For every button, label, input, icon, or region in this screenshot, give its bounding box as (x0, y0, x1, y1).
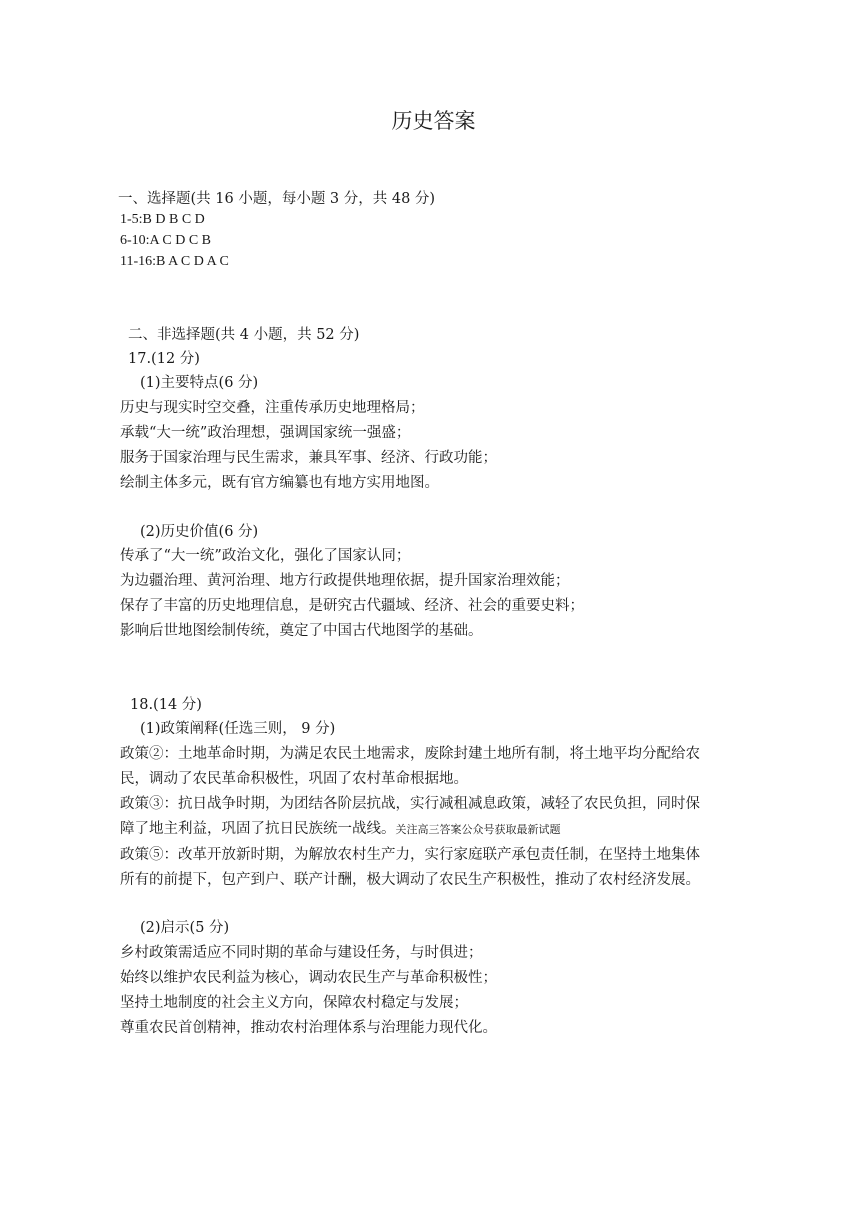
answer-row-2: 6-10:A C D C B (120, 233, 212, 248)
q17-part1-line: 服务于国家治理与民生需求，兼具军事、经济、行政功能； (120, 450, 497, 466)
q18-part2-heading: (2)启示(5 分) (140, 920, 230, 936)
q17-part1-heading: (1)主要特点(6 分) (140, 375, 259, 391)
q17-part2-heading: (2)历史价值(6 分) (140, 524, 259, 540)
q18-part1-line: 民，调动了农民革命积极性，巩固了农村革命根据地。 (120, 771, 468, 787)
section2-heading: 二、非选择题(共 4 小题，共 52 分) (128, 327, 360, 343)
section1-heading: 一、选择题(共 16 小题，每小题 3 分，共 48 分) (118, 191, 436, 207)
q18-part1-line: 所有的前提下，包产到户、联产计酬，极大调动了农民生产积极性，推动了农村经济发展。 (120, 872, 700, 888)
q17-part2-line: 传承了“大一统”政治文化，强化了国家认同； (120, 548, 411, 564)
q18-part1-heading: (1)政策阐释(任选三则， 9 分) (140, 721, 336, 737)
q18-heading: 18.(14 分) (130, 697, 202, 713)
q17-part1-line: 承载“大一统”政治理想，强调国家统一强盛； (120, 425, 411, 441)
q17-part2-line: 保存了丰富的历史地理信息，是研究古代疆域、经济、社会的重要史料； (120, 598, 584, 614)
q17-part2-line: 影响后世地图绘制传统，奠定了中国古代地图学的基础。 (120, 623, 483, 639)
q17-part1-line: 绘制主体多元，既有官方编纂也有地方实用地图。 (120, 475, 439, 491)
q18-part1-line-text: 障了地主利益，巩固了抗日民族统一战线。 (120, 821, 396, 837)
promo-note: 关注高三答案公众号获取最新试题 (395, 823, 561, 836)
q18-part2-line: 乡村政策需适应不同时期的革命与建设任务，与时俱进； (120, 945, 483, 961)
q17-part1-line: 历史与现实时空交叠，注重传承历史地理格局； (120, 400, 425, 416)
q17-part2-line: 为边疆治理、黄河治理、地方行政提供地理依据，提升国家治理效能； (120, 573, 570, 589)
q17-heading: 17.(12 分) (128, 351, 200, 367)
q18-part2-line: 始终以维护农民利益为核心，调动农民生产与革命积极性； (120, 970, 497, 986)
q18-part1-line: 政策②：土地革命时期，为满足农民土地需求，废除封建土地所有制，将土地平均分配给农 (120, 746, 700, 762)
q18-part2-line: 尊重农民首创精神，推动农村治理体系与治理能力现代化。 (120, 1020, 497, 1036)
q18-part1-line-with-note (120, 819, 561, 840)
answer-row-3: 11-16:B A C D A C (120, 254, 229, 269)
q18-part1-line: 政策⑤：改革开放新时期，为解放农村生产力，实行家庭联产承包责任制，在坚持土地集体 (120, 847, 700, 863)
page-title: 历史答案 (391, 109, 476, 133)
q18-part2-line: 坚持土地制度的社会主义方向，保障农村稳定与发展； (120, 995, 468, 1011)
q18-part1-line: 政策③：抗日战争时期，为团结各阶层抗战，实行减租减息政策，减轻了农民负担，同时保 (120, 796, 700, 812)
answer-row-1: 1-5:B D B C D (120, 212, 205, 227)
